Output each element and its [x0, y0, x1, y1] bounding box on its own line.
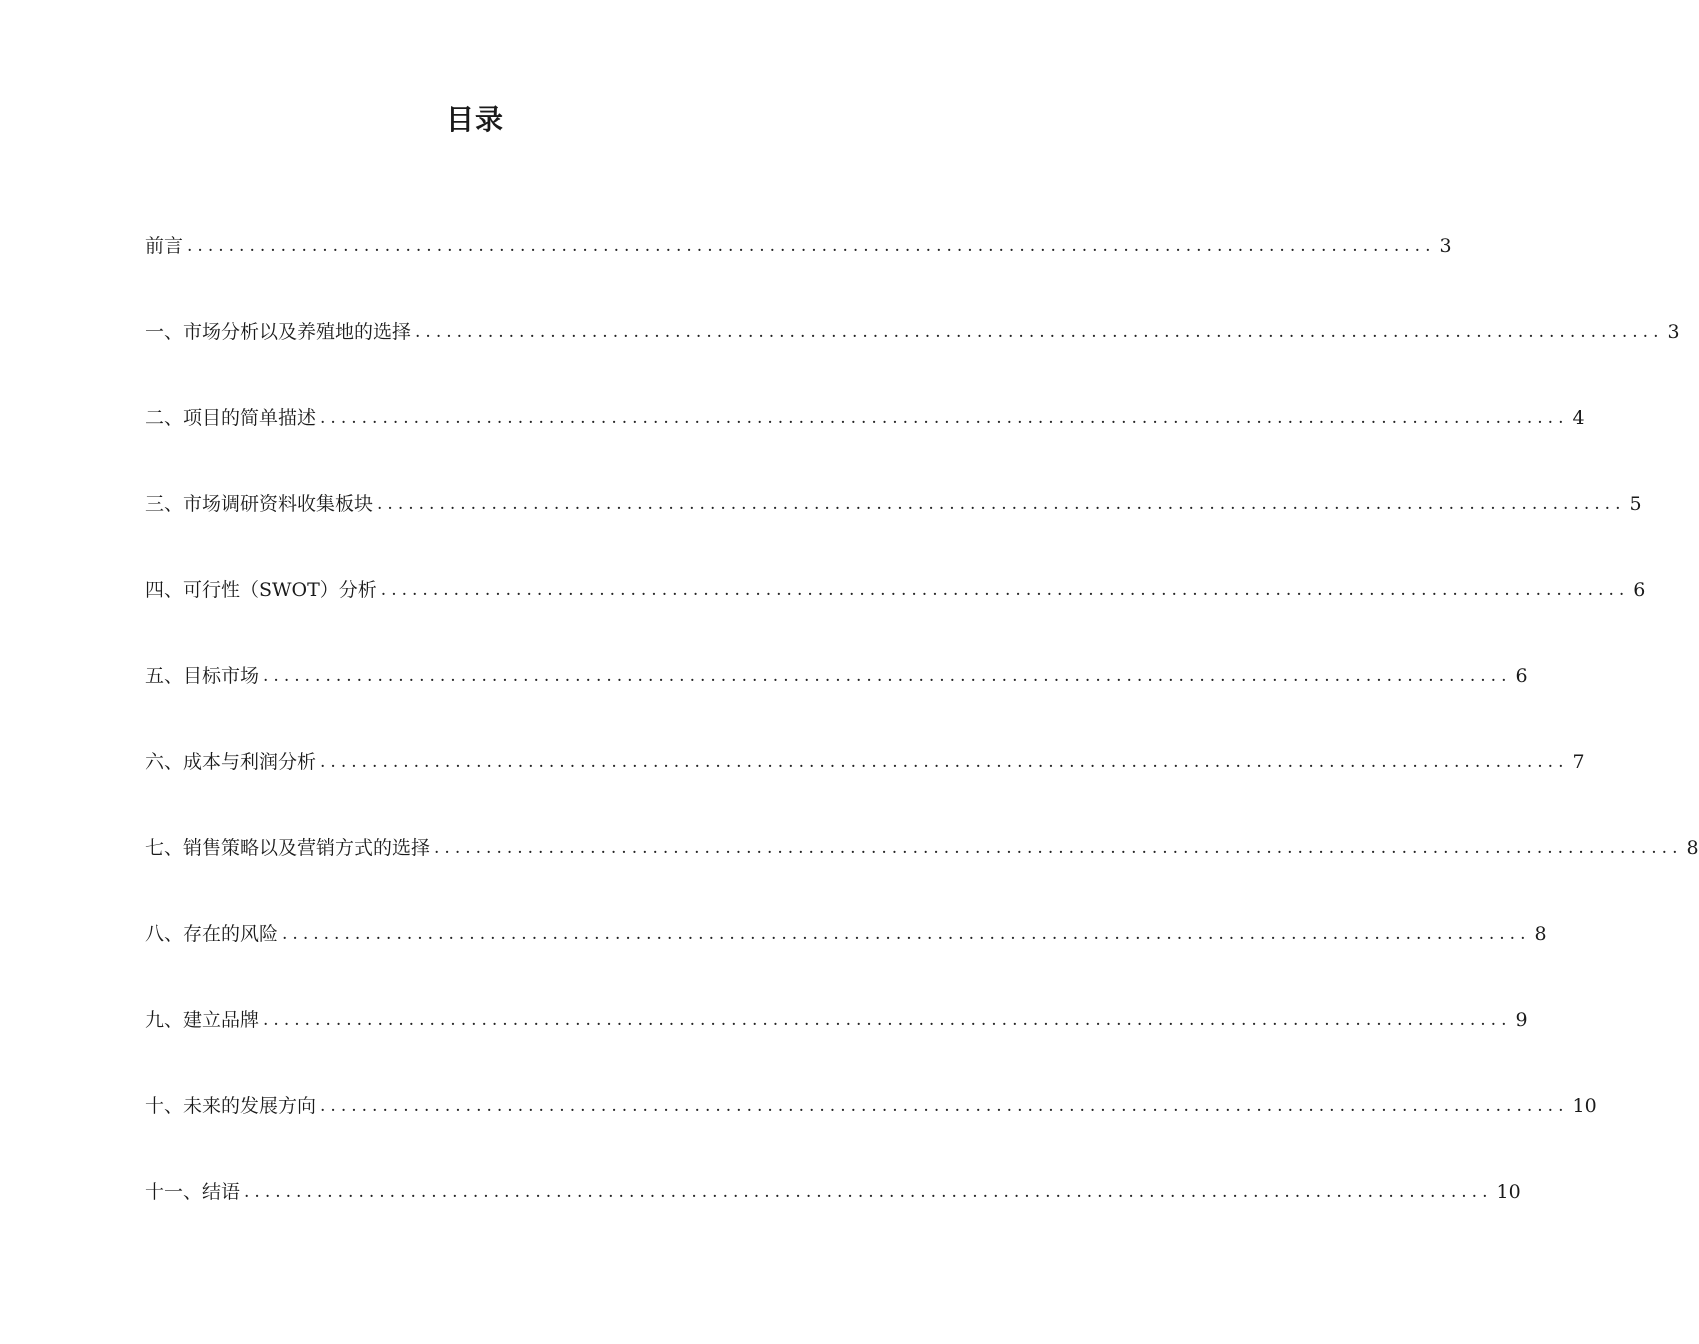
toc-entry-label: 十一、结语 — [145, 1181, 241, 1203]
toc-entry-label: 六、成本与利润分析 — [145, 751, 317, 773]
toc-leader-dots: ........................................................................................................................ — [434, 838, 1683, 858]
toc-entry-page: 8 — [1534, 923, 1547, 945]
toc-entry-page: 6 — [1633, 579, 1646, 601]
toc-entry — [145, 438, 1642, 524]
toc-entry — [145, 868, 1547, 954]
toc-entry-page: 7 — [1572, 751, 1585, 773]
toc-leader-dots: ........................................................................................................................ — [263, 666, 1512, 686]
toc-entry-label: 三、市场调研资料收集板块 — [145, 493, 374, 515]
toc-entry-label: 二、项目的简单描述 — [145, 407, 317, 429]
toc-entry-label: 前言 — [145, 235, 184, 257]
toc-entry-page: 10 — [1496, 1181, 1521, 1203]
toc-leader-dots: ........................................................................................................................ — [263, 1010, 1512, 1030]
toc-leader-dots: ........................................................................................................................ — [320, 408, 1569, 428]
toc-entry — [145, 954, 1528, 1040]
toc-leader-dots: ........................................................................................................................ — [244, 1182, 1493, 1202]
toc-entry — [145, 524, 1646, 610]
toc-list — [145, 180, 1699, 1212]
toc-entry — [145, 1126, 1521, 1212]
toc-entry-page: 8 — [1686, 837, 1699, 859]
toc-leader-dots: ........................................................................................................................ — [320, 752, 1569, 772]
toc-entry-page: 5 — [1629, 493, 1642, 515]
toc-leader-dots: ........................................................................................................................ — [380, 580, 1630, 600]
toc-entry — [145, 1040, 1597, 1126]
toc-leader-dots: ........................................................................................................................ — [415, 322, 1664, 342]
toc-entry — [145, 352, 1585, 438]
toc-entry — [145, 266, 1680, 352]
toc-entry-page: 4 — [1572, 407, 1585, 429]
toc-entry — [145, 696, 1585, 782]
toc-entry-label: 四、可行性（SWOT）分析 — [145, 579, 377, 601]
toc-entry-label: 八、存在的风险 — [145, 923, 279, 945]
toc-leader-dots: ........................................................................................................................ — [187, 236, 1436, 256]
toc-entry — [145, 610, 1528, 696]
toc-entry — [145, 180, 1452, 266]
toc-entry-label: 一、市场分析以及养殖地的选择 — [145, 321, 412, 343]
toc-entry-page: 3 — [1439, 235, 1452, 257]
toc-leader-dots: ........................................................................................................................ — [282, 924, 1531, 944]
toc-title: 目录 — [445, 103, 504, 136]
toc-entry-label: 七、销售策略以及营销方式的选择 — [145, 837, 431, 859]
toc-entry-label: 九、建立品牌 — [145, 1009, 260, 1031]
toc-entry-page: 3 — [1667, 321, 1680, 343]
toc-entry-label: 十、未来的发展方向 — [145, 1095, 317, 1117]
toc-leader-dots: ........................................................................................................................ — [320, 1096, 1569, 1116]
toc-entry-page: 10 — [1572, 1095, 1597, 1117]
toc-entry-page: 6 — [1515, 665, 1528, 687]
toc-entry-label: 五、目标市场 — [145, 665, 260, 687]
toc-entry — [145, 782, 1699, 868]
toc-entry-page: 9 — [1515, 1009, 1528, 1031]
toc-leader-dots: ........................................................................................................................ — [377, 494, 1626, 514]
